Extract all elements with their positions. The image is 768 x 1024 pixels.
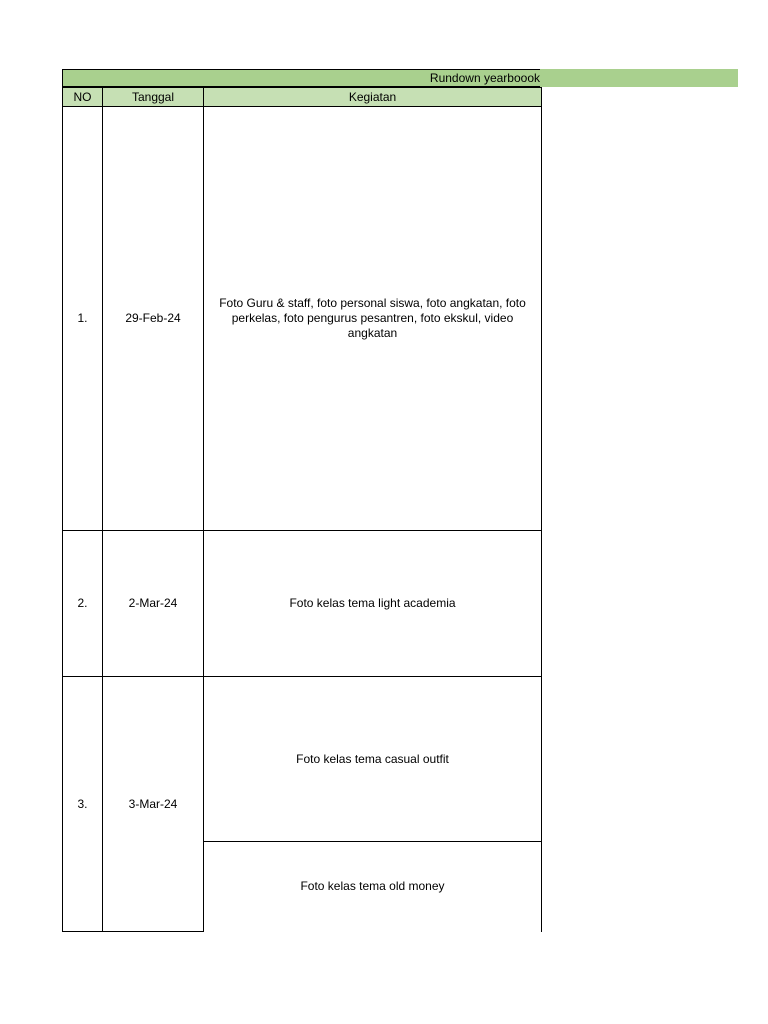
rundown-table [62, 87, 542, 932]
row-activity-cell[interactable]: Foto kelas tema old money [204, 842, 542, 932]
row-date-cell[interactable]: 29-Feb-24 [103, 107, 204, 531]
table-row [63, 677, 542, 842]
table-row [63, 107, 542, 531]
row-date-cell[interactable]: 3-Mar-24 [103, 677, 204, 932]
row-no-cell[interactable]: 3. [63, 677, 103, 932]
row-no-cell[interactable]: 1. [63, 107, 103, 531]
header-no[interactable]: NO [63, 88, 103, 107]
header-activity[interactable]: Kegiatan [204, 88, 542, 107]
header-date[interactable]: Tanggal [103, 88, 204, 107]
sheet-title[interactable]: Rundown yearboook [429, 71, 540, 85]
row-activity-cell[interactable]: Foto Guru & staff, foto personal siswa, foto angkatan, foto perkelas, foto pengurus pesantren, foto ekskul, video angkatan [204, 107, 542, 531]
header-row [63, 88, 542, 107]
row-date-cell[interactable]: 2-Mar-24 [103, 531, 204, 677]
row-no-cell[interactable]: 2. [63, 531, 103, 677]
row-activity-cell[interactable]: Foto kelas tema casual outfit [204, 677, 542, 842]
table-row [63, 531, 542, 677]
row-activity-cell[interactable]: Foto kelas tema light academia [204, 531, 542, 677]
